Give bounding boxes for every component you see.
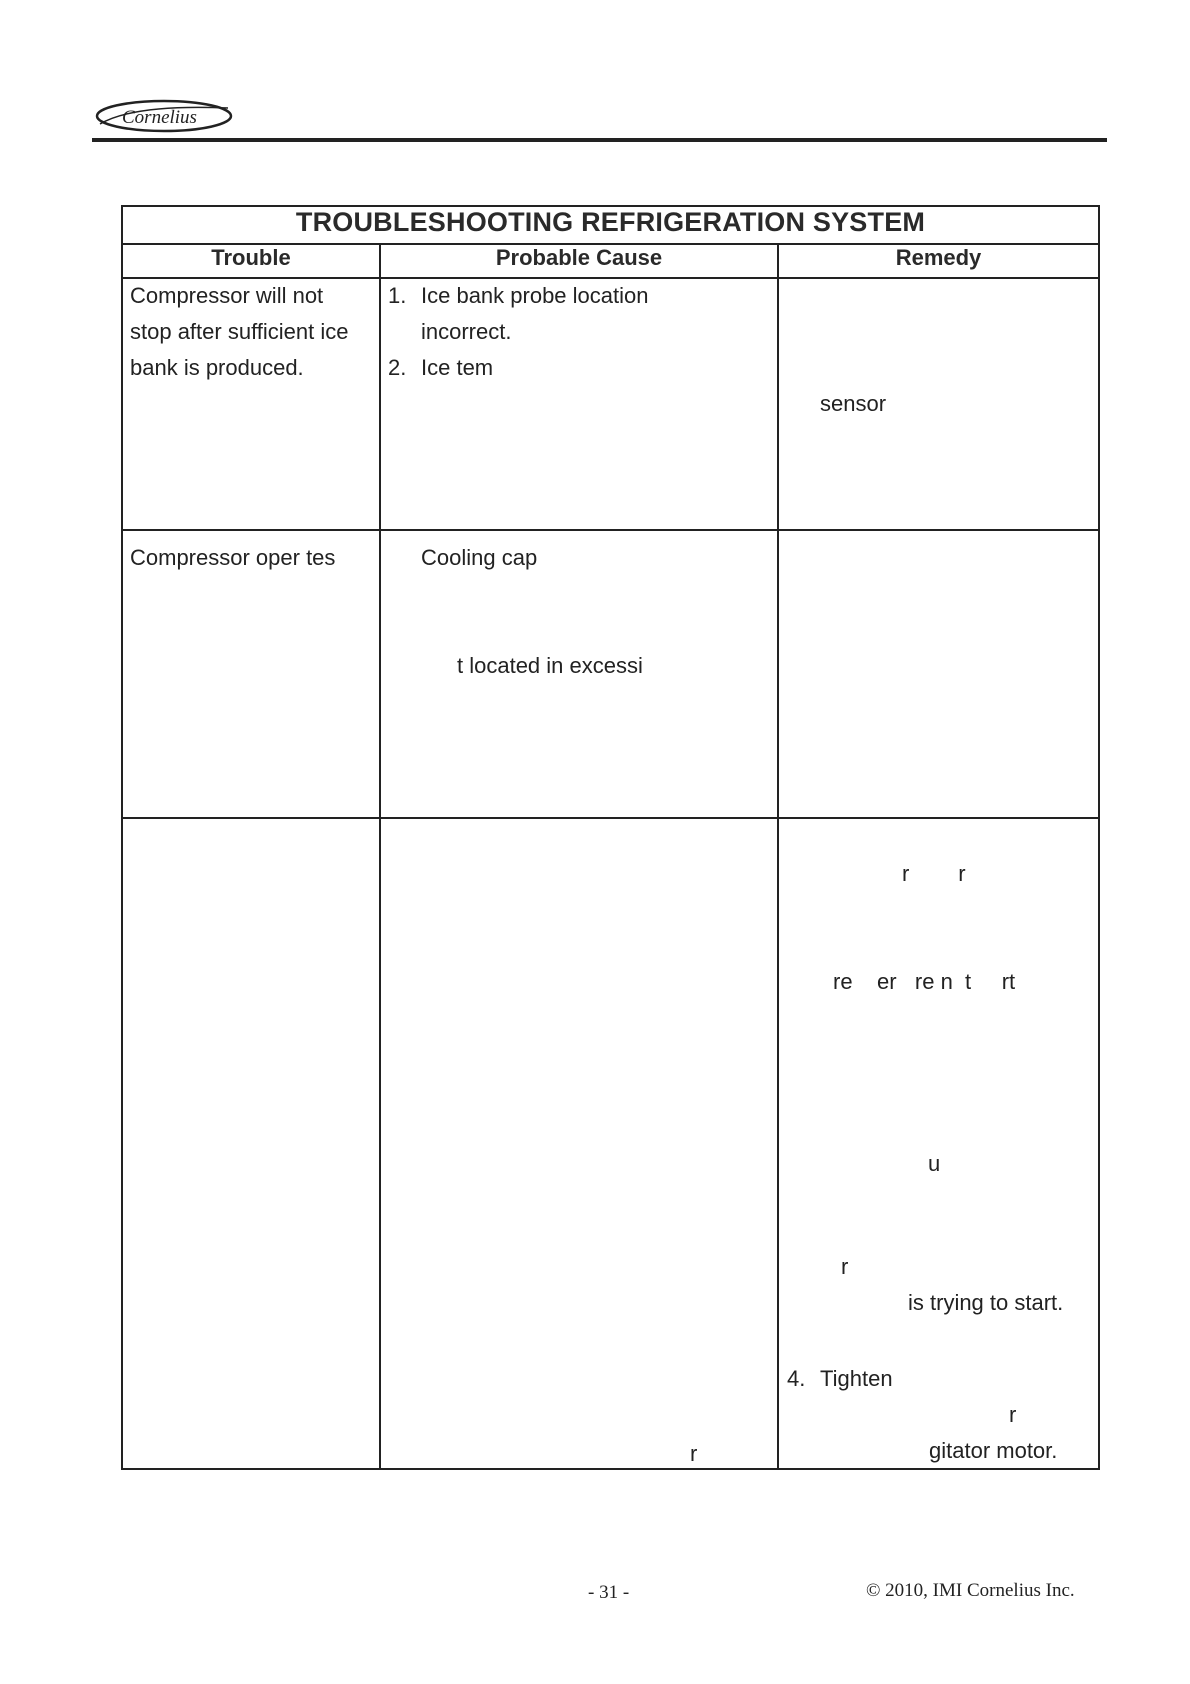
remedy-line: sensor <box>820 391 887 416</box>
remedy-line: gitator motor. <box>929 1438 1058 1463</box>
trouble-cell <box>122 278 380 530</box>
header-rule <box>92 138 1107 142</box>
cause-line: Ice tem <box>421 355 494 380</box>
cause-line: Ice bank probe location <box>421 283 649 308</box>
trouble-line: Compressor will not <box>130 283 324 308</box>
list-number: 1. <box>388 283 407 308</box>
remedy-cell <box>778 530 1099 818</box>
remedy-cell <box>778 278 1099 530</box>
remedy-line: r <box>1009 1402 1017 1427</box>
remedy-line: re er re n t rt <box>833 969 1016 994</box>
cause-line: t located in excessi <box>457 653 643 678</box>
trouble-line: bank is produced. <box>130 355 304 380</box>
column-header-probable-cause: Probable Cause <box>380 244 778 278</box>
cause-line: Cooling cap <box>421 545 538 570</box>
remedy-line: u <box>928 1151 941 1176</box>
table-row <box>122 530 1099 818</box>
trouble-cell <box>122 818 380 1469</box>
cause-line: r <box>690 1441 698 1466</box>
table-row <box>122 278 1099 530</box>
cause-cell <box>380 818 778 1469</box>
trouble-line: Compressor oper tes <box>130 545 336 570</box>
trouble-cell <box>122 530 380 818</box>
column-header-trouble: Trouble <box>122 244 380 278</box>
troubleshooting-table <box>121 205 1100 1470</box>
page-number: - 31 - <box>588 1582 630 1603</box>
cause-line: incorrect. <box>421 319 512 344</box>
table-row <box>122 818 1099 1469</box>
copyright-notice: © 2010, IMI Cornelius Inc. <box>866 1580 1075 1601</box>
list-number: 2. <box>388 355 407 380</box>
cause-cell <box>380 530 778 818</box>
cornelius-logo <box>94 96 234 136</box>
remedy-cell <box>778 818 1099 1469</box>
remedy-line: r r <box>902 861 966 886</box>
svg-text:Cornelius: Cornelius <box>122 107 197 128</box>
column-header-remedy: Remedy <box>778 244 1099 278</box>
trouble-line: stop after sufficient ice <box>130 319 349 344</box>
table-title: TROUBLESHOOTING REFRIGERATION SYSTEM <box>122 206 1099 244</box>
list-number: 4. <box>787 1366 806 1391</box>
remedy-line: is trying to start. <box>908 1290 1064 1315</box>
cause-cell <box>380 278 778 530</box>
remedy-line: r <box>841 1254 849 1279</box>
remedy-line: Tighten <box>820 1366 893 1391</box>
